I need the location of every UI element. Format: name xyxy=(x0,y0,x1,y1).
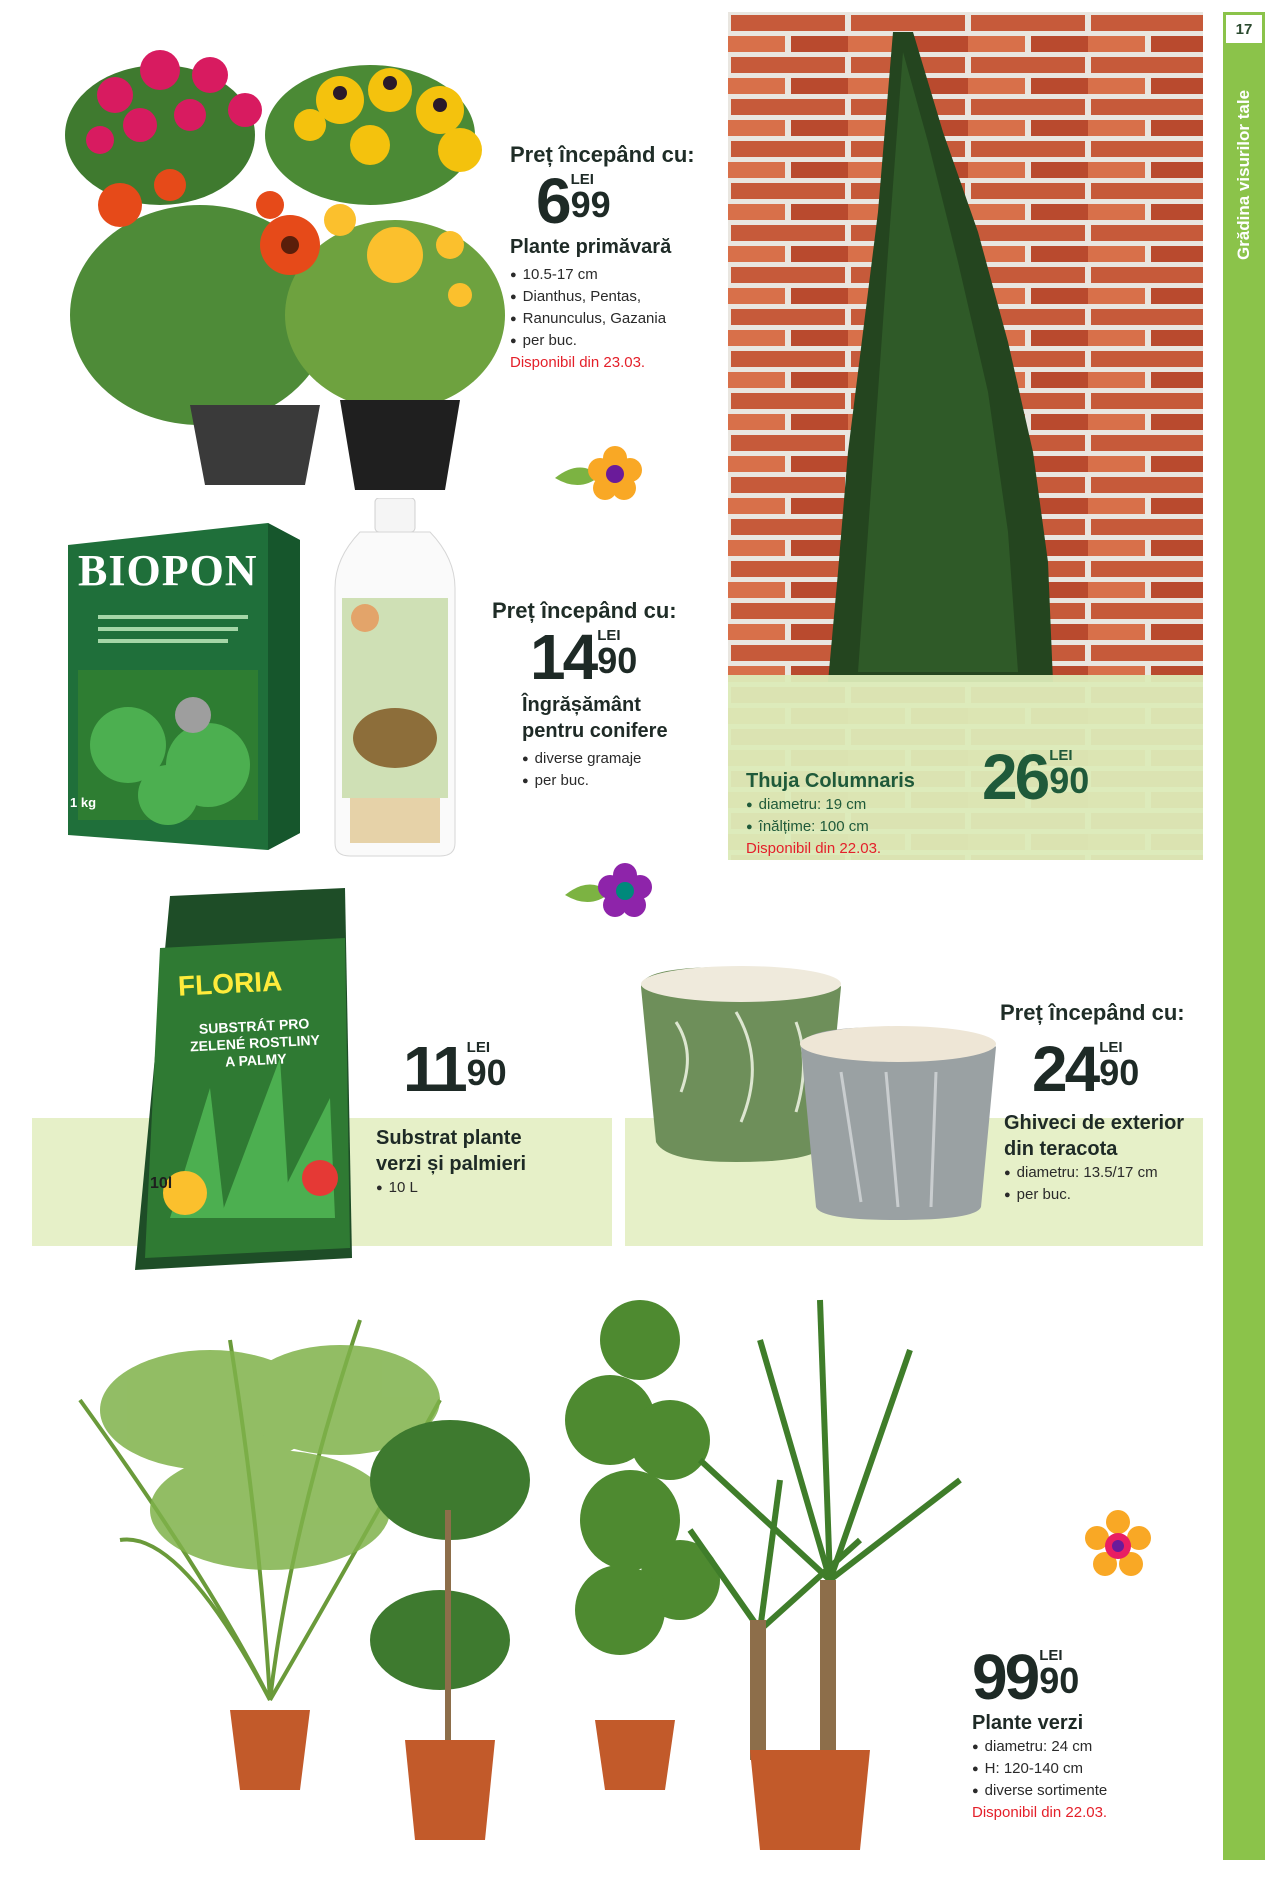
price-lead: Preț începând cu: xyxy=(1000,1000,1185,1025)
product-name: Plante verzi xyxy=(972,1712,1084,1734)
spec-item: ● Ranunculus, Gazania xyxy=(510,308,730,330)
product-name-line: Îngrășământ xyxy=(522,694,641,716)
biopon-weight: 1 kg xyxy=(70,795,97,810)
product-name-line: Substrat plante xyxy=(376,1127,522,1149)
floria-brand: FLORIA xyxy=(177,965,283,1002)
currency: LEI xyxy=(466,1039,490,1056)
availability-note: Disponibil din 22.03. xyxy=(972,1804,1108,1821)
substrate-price xyxy=(403,1033,507,1105)
currency: LEI xyxy=(1039,1647,1063,1664)
green-plants-price xyxy=(972,1641,1080,1713)
section-title-text: Grădina visurilor tale xyxy=(1234,89,1253,261)
price-decimal: 90 xyxy=(597,640,638,681)
page-number: 17 xyxy=(1223,12,1265,46)
spec-item: ● diverse gramaje xyxy=(522,748,722,770)
pots-info xyxy=(1004,1110,1219,1206)
bag-text-line: ZELENÉ ROSTLINY xyxy=(189,1031,321,1055)
floria-bag-image xyxy=(130,888,355,1270)
spec-item: ● 10 L xyxy=(376,1177,606,1199)
spring-plants-info xyxy=(510,142,730,371)
fertilizer-price xyxy=(530,621,722,693)
spec-item: ● Dianthus, Pentas, xyxy=(510,286,730,308)
product-specs xyxy=(972,1736,1202,1802)
spec-item: ● 10.5-17 cm xyxy=(510,264,730,286)
product-name xyxy=(376,1125,606,1177)
product-specs xyxy=(510,264,730,352)
product-specs xyxy=(1004,1162,1219,1206)
bag-text-line: A PALMY xyxy=(224,1050,287,1070)
price-integer: 24 xyxy=(1032,1033,1098,1105)
floria-bag-text xyxy=(159,1013,351,1074)
product-specs xyxy=(376,1177,606,1199)
product-specs xyxy=(522,748,722,792)
product-name-line: din teracota xyxy=(1004,1138,1118,1160)
price-decimal: 90 xyxy=(466,1052,507,1093)
product-name-line: Ghiveci de exterior xyxy=(1004,1112,1185,1134)
price-lead: Preț începând cu: xyxy=(492,598,677,623)
price-decimal: 99 xyxy=(570,184,611,225)
pots-lead-block xyxy=(1000,1000,1210,1026)
spec-item: ● diametru: 13.5/17 cm xyxy=(1004,1162,1219,1184)
decorative-flower-icon xyxy=(550,438,645,508)
currency: LEI xyxy=(597,627,621,644)
currency: LEI xyxy=(1099,1039,1123,1056)
price-decimal: 90 xyxy=(1049,760,1090,801)
spec-item: ● H: 120-140 cm xyxy=(972,1758,1202,1780)
biopon-brand: BIOPON xyxy=(78,546,258,595)
spec-item: ● per buc. xyxy=(1004,1184,1219,1206)
spec-item: ● per buc. xyxy=(522,770,722,792)
currency: LEI xyxy=(570,171,594,188)
spec-item: ● diametru: 19 cm xyxy=(746,794,1006,816)
decorative-flower-icon xyxy=(1083,1510,1153,1580)
currency: LEI xyxy=(1049,747,1073,764)
substrate-info xyxy=(376,1125,606,1199)
product-name xyxy=(1004,1110,1219,1162)
spec-item: ● înălțime: 100 cm xyxy=(746,816,1006,838)
product-specs xyxy=(746,794,1006,838)
spring-plants-price xyxy=(536,165,730,237)
product-name xyxy=(522,692,722,744)
product-name: Thuja Columnaris xyxy=(746,770,915,792)
pots-image xyxy=(636,962,1006,1222)
green-plants-info xyxy=(972,1710,1202,1821)
fertilizer-bottle-image xyxy=(330,498,460,858)
price-integer: 11 xyxy=(403,1033,465,1105)
price-decimal: 90 xyxy=(1039,1660,1080,1701)
spring-plants-image xyxy=(40,15,520,495)
price-lead: Preț începând cu: xyxy=(510,142,695,167)
price-integer: 26 xyxy=(982,741,1048,813)
spec-item: ● per buc. xyxy=(510,330,730,352)
availability-note: Disponibil din 23.03. xyxy=(510,354,646,371)
price-integer: 14 xyxy=(530,621,596,693)
floria-bag-volume: 10l xyxy=(150,1175,173,1192)
green-plants-image xyxy=(60,1280,980,1860)
spec-item: ● diverse sortimente xyxy=(972,1780,1202,1802)
section-title xyxy=(1228,60,1260,290)
price-integer: 6 xyxy=(536,165,569,237)
price-decimal: 90 xyxy=(1099,1052,1140,1093)
product-name-line: pentru conifere xyxy=(522,720,668,742)
availability-note: Disponibil din 22.03. xyxy=(746,840,882,857)
pots-price xyxy=(1032,1033,1140,1105)
bag-text-line: SUBSTRÁT PRO xyxy=(198,1015,310,1037)
thuja-info xyxy=(746,768,1006,857)
fertilizer-info xyxy=(492,598,722,792)
thuja-price xyxy=(982,741,1090,813)
spec-item: ● diametru: 24 cm xyxy=(972,1736,1202,1758)
product-name-line: verzi și palmieri xyxy=(376,1153,527,1175)
decorative-flower-icon xyxy=(560,855,655,925)
product-name: Plante primăvară xyxy=(510,236,672,258)
price-integer: 99 xyxy=(972,1641,1038,1713)
